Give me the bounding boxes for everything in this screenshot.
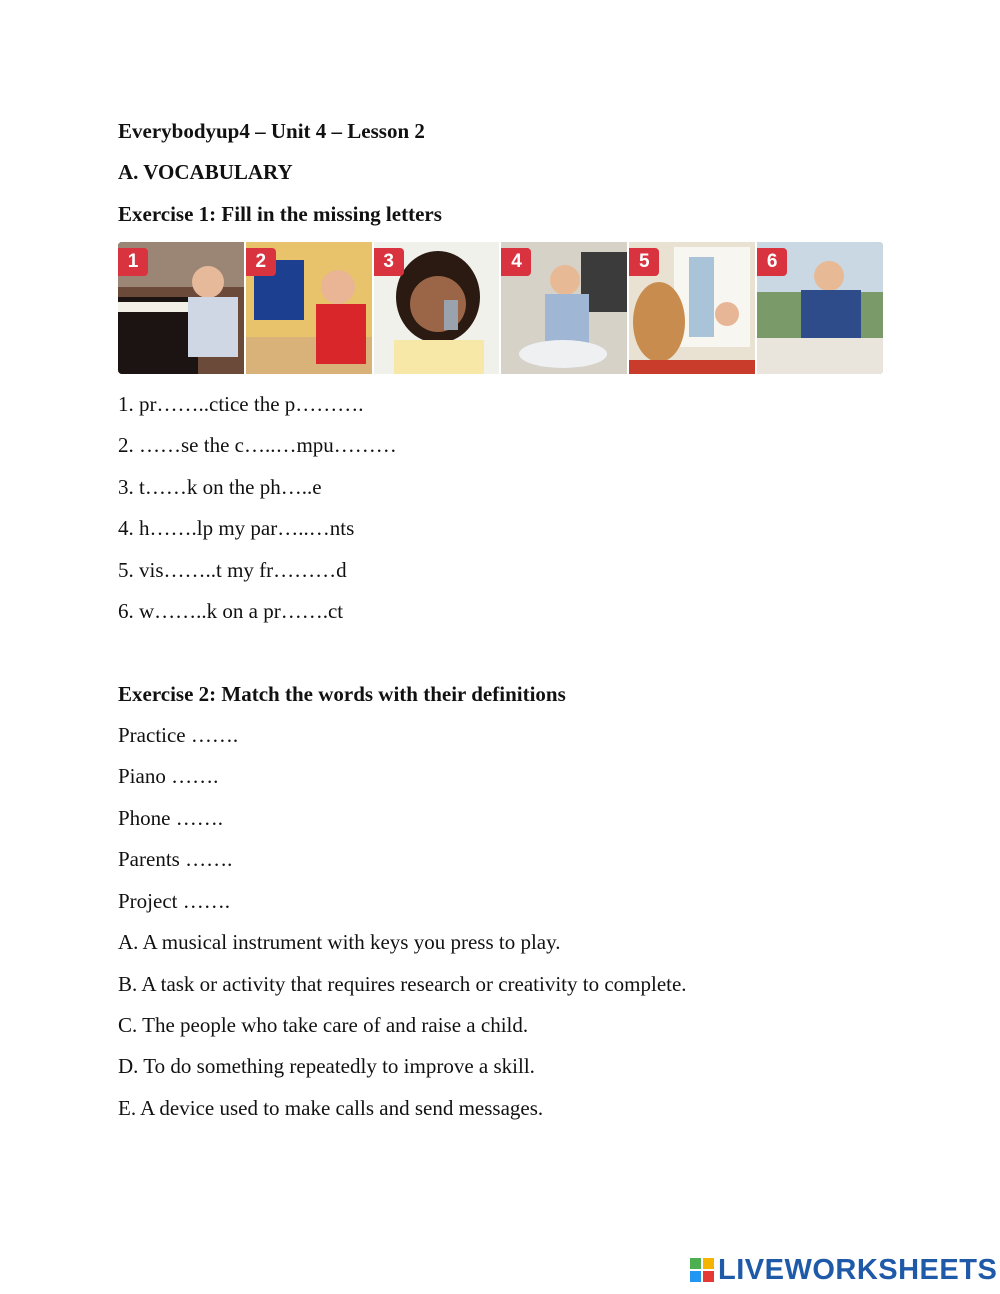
photo-use-computer <box>246 242 372 374</box>
photo-badge: 3 <box>374 248 404 276</box>
activity-photo-strip <box>118 242 883 374</box>
definition: A. A musical instrument with keys you press to play. <box>118 930 561 954</box>
photo-badge: 2 <box>246 248 276 276</box>
exercise-1-item: 5. vis……..t my fr………d <box>118 558 347 582</box>
match-word: Practice ……. <box>118 723 239 747</box>
photo-visit-friend <box>629 242 755 374</box>
definition: D. To do something repeatedly to improve a skill. <box>118 1054 535 1078</box>
section-heading: A. VOCABULARY <box>118 160 293 184</box>
photo-badge: 5 <box>629 248 659 276</box>
exercise-1-item: 3. t……k on the ph…..e <box>118 475 322 499</box>
worksheet-title: Everybodyup4 – Unit 4 – Lesson 2 <box>118 119 425 143</box>
exercise-2-heading: Exercise 2: Match the words with their definitions <box>118 682 566 706</box>
photo-practice-piano <box>118 242 244 374</box>
definition: E. A device used to make calls and send messages. <box>118 1096 544 1120</box>
logo-text: LIVEWORKSHEETS <box>718 1253 998 1286</box>
definition: B. A task or activity that requires research or creativity to complete. <box>118 972 687 996</box>
match-word: Piano ……. <box>118 764 219 788</box>
photo-badge: 4 <box>501 248 531 276</box>
match-word: Project ……. <box>118 889 230 913</box>
exercise-1-item: 1. pr……..ctice the p………. <box>118 392 364 416</box>
exercise-1-item: 2. ……se the c…..…mpu……… <box>118 433 397 457</box>
liveworksheets-logo <box>690 1254 997 1286</box>
photo-badge: 1 <box>118 248 148 276</box>
exercise-1-item: 6. w……..k on a pr…….ct <box>118 599 344 623</box>
photo-help-parents <box>501 242 627 374</box>
exercise-1-item: 4. h…….lp my par…..…nts <box>118 516 355 540</box>
photo-talk-on-phone <box>374 242 500 374</box>
logo-blocks-icon <box>690 1258 714 1282</box>
match-word: Phone ……. <box>118 806 223 830</box>
exercise-1-heading: Exercise 1: Fill in the missing letters <box>118 202 442 226</box>
photo-badge: 6 <box>757 248 787 276</box>
definition: C. The people who take care of and raise a child. <box>118 1013 529 1037</box>
photo-work-on-project <box>757 242 883 374</box>
match-word: Parents ……. <box>118 847 233 871</box>
